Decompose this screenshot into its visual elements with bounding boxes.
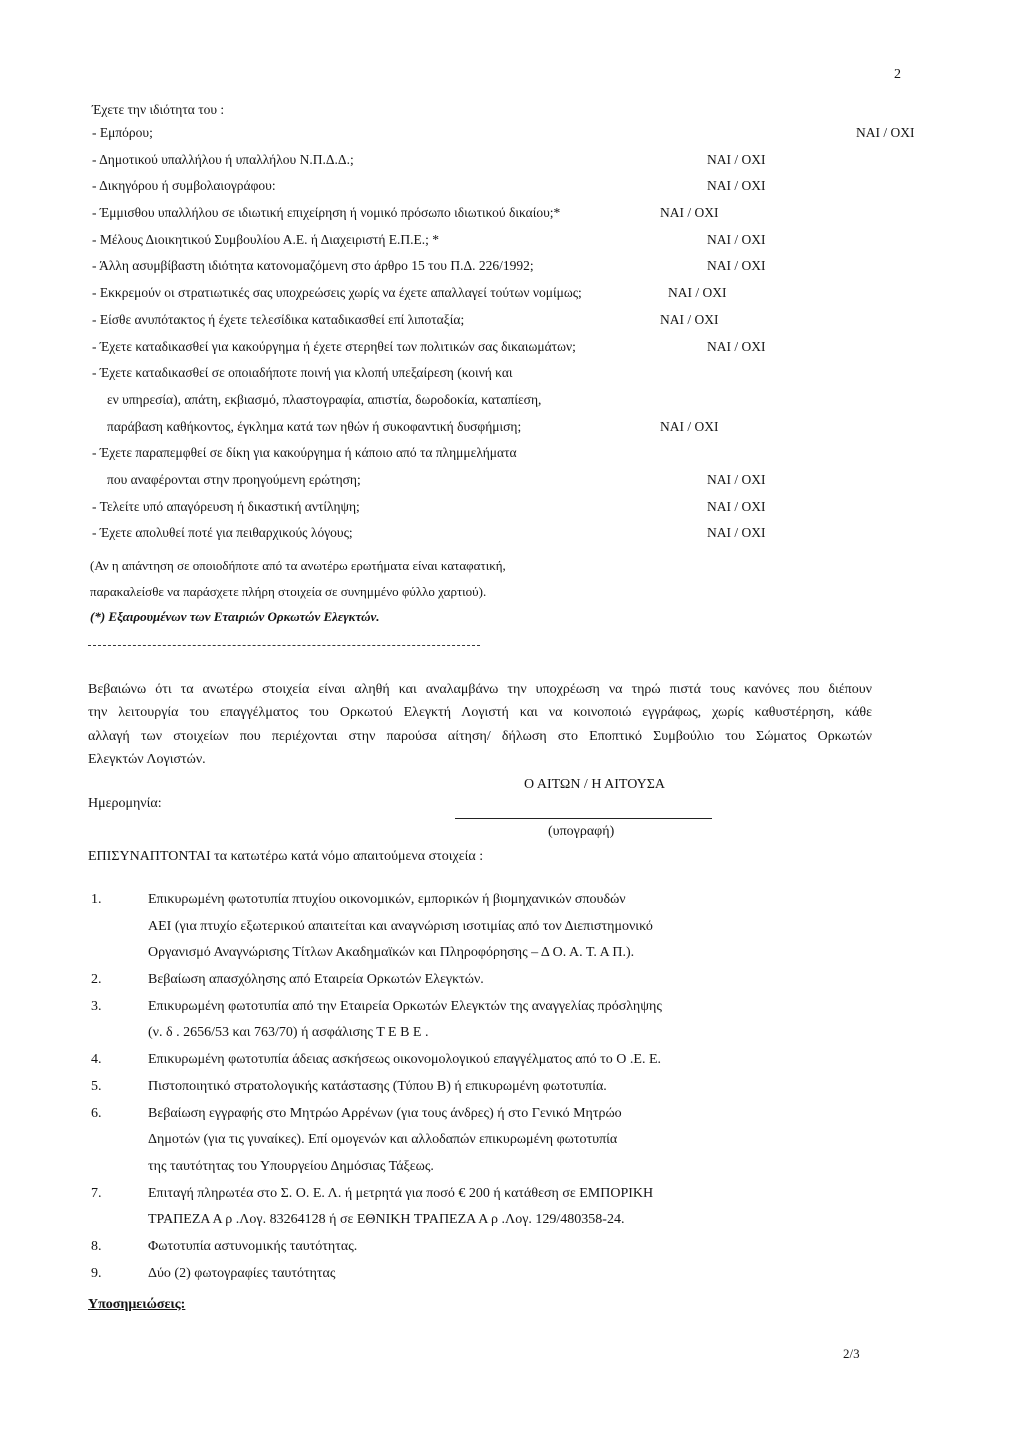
question-row [0, 200, 1024, 227]
question-row [0, 147, 1024, 174]
question-text: - Έχετε απολυθεί ποτέ για πειθαρχικούς λόγους; [92, 525, 353, 541]
item-text: (ν. δ . 2656/53 και 763/70) ή ασφάλισης Τ Ε Β Ε . [148, 1025, 429, 1041]
item-text: ΤΡΑΠΕΖΑ Α ρ .Λογ. 83264128 ή σε ΕΘΝΙΚΗ ΤΡΑΠΕΖΑ Α ρ .Λογ. 129/480358-24. [148, 1212, 625, 1228]
question-row [0, 520, 1024, 547]
item-text: Επικυρωμένη φωτοτυπία άδειας ασκήσεως οικονομολογικού επαγγέλματος από το Ο .Ε. Ε. [148, 1052, 662, 1068]
yes-no-answer: ΝΑΙ / ΟΧΙ [707, 151, 766, 167]
yes-no-answer: ΝΑΙ / ΟΧΙ [660, 205, 719, 221]
question-row [0, 440, 1024, 493]
item-number: 8. [91, 1238, 102, 1254]
note-line: (Αν η απάντηση σε οποιοδήποτε από τα ανωτέρω ερωτήματα είναι καταφατική, [90, 558, 506, 573]
item-number: 2. [91, 972, 102, 988]
attachment-item [0, 1101, 1024, 1181]
questions-list [0, 120, 1024, 547]
item-text: Πιστοποιητικό στρατολογικής κατάστασης (Τύπου Β) ή επικυρωμένη φωτοτυπία. [148, 1078, 607, 1094]
question-row [0, 227, 1024, 254]
exception-note: (*) Εξαιρουμένων των Εταιριών Ορκωτών Ελεγκτών. [90, 609, 380, 624]
item-text: της ταυτότητας του Υπουργείου Δημόσιας Τάξεως. [148, 1158, 434, 1174]
question-text: - Άλλη ασυμβίβαστη ιδιότητα κατονομαζόμενη στο άρθρο 15 του Π.Δ. 226/1992; [92, 258, 534, 274]
yes-no-answer: ΝΑΙ / ΟΧΙ [707, 338, 766, 354]
question-text: - Εμπόρου; [92, 125, 153, 140]
declaration-line: Ελεγκτών Λογιστών. [88, 752, 206, 768]
item-text: ΑΕΙ (για πτυχίο εξωτερικού απαιτείται και αναγνώριση ισοτιμίας από τον Διεπιστημονικό [148, 918, 653, 934]
yes-no-answer: ΝΑΙ / ΟΧΙ [707, 258, 766, 274]
item-text: Επιταγή πληρωτέα στο Σ. Ο. Ε. Λ. ή μετρητά για ποσό € 200 ή κατάθεση σε ΕΜΠΟΡΙΚΗ [148, 1185, 654, 1201]
question-text-continued: που αναφέρονται στην προηγούμενη ερώτηση; [107, 471, 361, 487]
attachment-item [0, 994, 1024, 1047]
item-number: 3. [91, 998, 102, 1014]
declaration-line: αλλαγή των στοιχείων που περιέχονται στην παρούσα αίτηση/ δήλωση στο Εποπτικό Συμβούλιο του Σώματος Ορκωτών [88, 728, 872, 744]
yes-no-answer: ΝΑΙ / ΟΧΙ [707, 231, 766, 247]
question-row [0, 173, 1024, 200]
question-text: - Τελείτε υπό απαγόρευση ή δικαστική αντίληψη; [92, 498, 360, 514]
item-number: 1. [91, 892, 102, 907]
declaration-line: Βεβαιώνω ότι τα ανωτέρω στοιχεία είναι αληθή και αναλαμβάνω την υποχρέωση να τηρώ πιστά τους κανόνες που διέπουν [88, 682, 872, 697]
note-line: παρακαλείσθε να παράσχετε πλήρη στοιχεία σε συνημμένο φύλλο χαρτιού). [90, 583, 487, 599]
item-text: Φωτοτυπία αστυνομικής ταυτότητας. [148, 1238, 358, 1254]
attachment-item [0, 1261, 1024, 1288]
question-text-continued: παράβαση καθήκοντος, έγκλημα κατά των ηθών ή συκοφαντική δυσφήμιση; [107, 418, 522, 434]
question-row [0, 280, 1024, 307]
yes-no-answer: ΝΑΙ / ΟΧΙ [668, 285, 727, 301]
question-text-continued: εν υπηρεσία), απάτη, εκβιασμό, πλαστογραφία, απιστία, δωροδοκία, καταπίεση, [107, 391, 542, 407]
question-text: - Μέλους Διοικητικού Συμβουλίου Α.Ε. ή Διαχειριστή Ε.Π.Ε.; * [92, 231, 439, 247]
question-row [0, 120, 1024, 147]
attachment-item [0, 967, 1024, 994]
questions-heading: Έχετε την ιδιότητα του : [92, 102, 225, 117]
question-text: - Εκκρεμούν οι στρατιωτικές σας υποχρεώσεις χωρίς να έχετε απαλλαγεί τούτων νομίμως; [92, 285, 582, 301]
item-text: Επικυρωμένη φωτοτυπία από την Εταιρεία Ορκωτών Ελεγκτών της αναγγελίας πρόσληψης [148, 998, 662, 1014]
item-text: Επικυρωμένη φωτοτυπία πτυχίου οικονομικών, εμπορικών ή βιομηχανικών σπουδών [148, 892, 626, 907]
item-number: 5. [91, 1078, 102, 1094]
yes-no-answer: ΝΑΙ / ΟΧΙ [707, 178, 766, 194]
question-row [0, 307, 1024, 334]
declaration-line: την λειτουργία του επαγγέλματος του Ορκωτού Ελεγκτή Λογιστή και να κοινοποιώ εγγράφως, χωρίς καθυστέρηση, κάθε [88, 705, 872, 721]
attachment-item [0, 1047, 1024, 1074]
item-text: Οργανισμό Αναγνώρισης Τίτλων Ακαδημαϊκών και Πληροφόρησης – Δ Ο. Α. Τ. Α Π.). [148, 945, 635, 961]
attachment-item [0, 1181, 1024, 1234]
item-number: 7. [91, 1185, 102, 1201]
question-row [0, 253, 1024, 280]
yes-no-answer: ΝΑΙ / ΟΧΙ [707, 498, 766, 514]
answer-notes [90, 553, 506, 630]
question-row [0, 334, 1024, 361]
item-text: Δημοτών (για τις γυναίκες). Επί ομογενών και αλλοδαπών επικυρωμένη φωτοτυπία [148, 1132, 618, 1148]
yes-no-answer: ΝΑΙ / ΟΧΙ [856, 125, 915, 140]
yes-no-answer: ΝΑΙ / ΟΧΙ [660, 311, 719, 327]
item-text: Βεβαίωση απασχόλησης από Εταιρεία Ορκωτών Ελεγκτών. [148, 972, 484, 988]
question-text: - Έχετε παραπεμφθεί σε δίκη για κακούργημα ή κάποιο από τα πλημμελήματα [92, 445, 517, 461]
question-text: - Δικηγόρου ή συμβολαιογράφου: [92, 178, 276, 194]
signature-label: (υπογραφή) [548, 824, 615, 839]
page-number: 2 [894, 67, 901, 82]
item-number: 9. [91, 1265, 102, 1281]
attachment-item [0, 887, 1024, 967]
dashed-divider [88, 645, 480, 646]
footnotes-heading: Υποσημειώσεις: [88, 1297, 186, 1312]
question-text: - Έμμισθου υπαλλήλου σε ιδιωτική επιχείρηση ή νομικό πρόσωπο ιδιωτικού δικαίου;* [92, 205, 561, 221]
yes-no-answer: ΝΑΙ / ΟΧΙ [707, 471, 766, 487]
attachments-list [0, 887, 1024, 1287]
date-label: Ημερομηνία: [88, 796, 162, 811]
question-row [0, 494, 1024, 521]
item-text: Δύο (2) φωτογραφίες ταυτότητας [148, 1265, 336, 1281]
question-row [0, 360, 1024, 440]
item-number: 4. [91, 1052, 102, 1068]
yes-no-answer: ΝΑΙ / ΟΧΙ [707, 525, 766, 541]
item-text: Βεβαίωση εγγραφής στο Μητρώο Αρρένων (για τους άνδρες) ή στο Γενικό Μητρώο [148, 1105, 622, 1121]
yes-no-answer: ΝΑΙ / ΟΧΙ [660, 418, 719, 434]
applicant-label: Ο ΑΙΤΩΝ / Η ΑΙΤΟΥΣΑ [524, 777, 666, 792]
page-counter: 2/3 [843, 1346, 860, 1361]
question-text: - Είσθε ανυπότακτος ή έχετε τελεσίδικα καταδικασθεί επί λιποταξία; [92, 311, 465, 327]
declaration-paragraph [88, 678, 872, 772]
question-text: - Έχετε καταδικασθεί σε οποιαδήποτε ποινή για κλοπή υπεξαίρεση (κοινή και [92, 365, 513, 381]
item-number: 6. [91, 1105, 102, 1121]
attachment-item [0, 1074, 1024, 1101]
question-text: - Δημοτικού υπαλλήλου ή υπαλλήλου Ν.Π.Δ.Δ.; [92, 151, 354, 167]
question-text: - Έχετε καταδικασθεί για κακούργημα ή έχετε στερηθεί των πολιτικών σας δικαιωμάτων; [92, 338, 576, 354]
attachment-item [0, 1234, 1024, 1261]
signature-line [455, 818, 712, 819]
attachments-heading: ΕΠΙΣΥΝΑΠΤΟΝΤΑΙ τα κατωτέρω κατά νόμο απαιτούμενα στοιχεία : [88, 849, 484, 864]
